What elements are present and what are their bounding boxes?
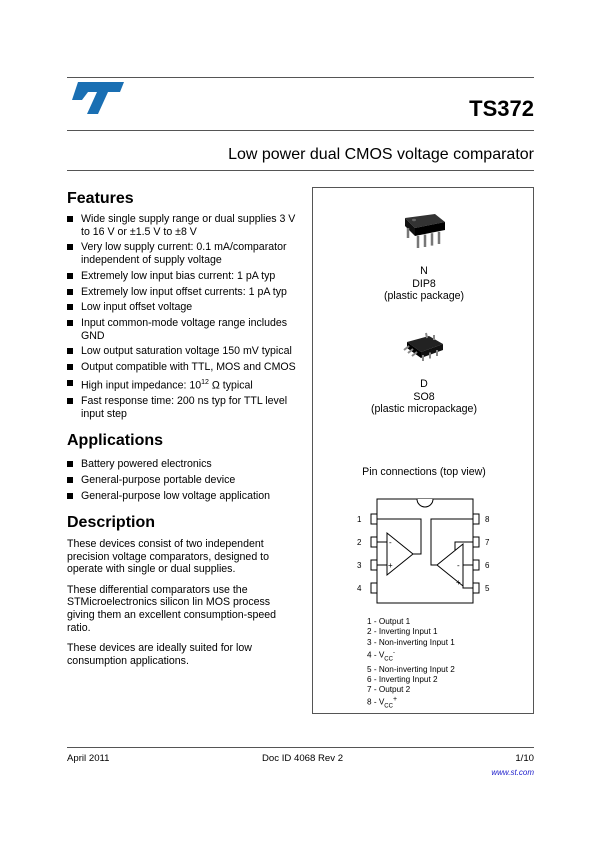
feature-item: Low input offset voltage	[67, 301, 307, 314]
so8-desc: (plastic micropackage)	[371, 403, 477, 416]
so8-name: SO8	[413, 390, 435, 403]
subtitle-rule	[67, 170, 534, 171]
feature-item: Fast response time: 200 ns typ for TTL level input step	[67, 395, 307, 420]
part-number: TS372	[469, 96, 534, 121]
pin-list-item: 1 - Output 1	[367, 617, 411, 626]
st-logo	[68, 80, 126, 116]
pin-number: 5	[485, 584, 490, 593]
application-item: General-purpose portable device	[67, 474, 307, 487]
dip8-desc: (plastic package)	[383, 290, 465, 303]
pin-connection-diagram	[353, 495, 497, 611]
pin-number: 3	[357, 561, 362, 570]
pin-list-item: 7 - Output 2	[367, 685, 411, 695]
description-heading: Description	[67, 514, 156, 531]
so8-code: D	[420, 378, 428, 390]
feature-item: Low output saturation voltage 150 mV typical	[67, 345, 307, 358]
feature-item: Extremely low input offset currents: 1 pA typ	[67, 286, 307, 299]
application-item: Battery powered electronics	[67, 458, 307, 471]
document-subtitle: Low power dual CMOS voltage comparator	[228, 146, 534, 163]
header-rule	[67, 77, 534, 78]
pin-list-item: 5 - Non-inverting Input 2	[367, 664, 455, 674]
title-rule	[67, 130, 534, 131]
comparator-2-plus: +	[456, 578, 461, 587]
application-item: General-purpose low voltage application	[67, 490, 307, 503]
pin-list-item: 6 - Inverting Input 2	[367, 674, 438, 684]
pin-list-item: 3 - Non-inverting Input 1	[367, 637, 455, 647]
feature-item-impedance: High input impedance: $10^{12}$ Ω typical	[67, 377, 307, 392]
feature-item: Output compatible with TTL, MOS and CMOS	[67, 361, 307, 374]
pin-list-item-vcc-minus: $4 - V_{CC}^-$	[367, 649, 395, 663]
pin-number: 7	[485, 538, 490, 547]
footer-page: 1/10	[515, 753, 534, 764]
pin-8	[473, 514, 479, 524]
pin-1	[371, 514, 377, 524]
comparator-1-minus: -	[389, 538, 392, 547]
comparator-1-plus: +	[388, 561, 393, 570]
feature-item: Wide single supply range or dual supplies 3 V to 16 V or ±1.5 V to ±8 V	[67, 213, 307, 238]
pin-number: 1	[357, 515, 362, 524]
pin-list-item: 2 - Inverting Input 1	[367, 627, 438, 637]
so8-label	[313, 378, 535, 416]
pin-list	[367, 617, 455, 712]
footer-doc-id: Doc ID 4068 Rev 2	[262, 753, 344, 764]
footer-url-link[interactable]: www.st.com	[491, 768, 534, 777]
so8-package-image	[401, 330, 447, 366]
dip8-name: DIP8	[412, 277, 436, 290]
pin-number: 2	[357, 538, 362, 547]
features-list	[67, 213, 307, 424]
footer-date: April 2011	[67, 753, 110, 764]
pin-connections-title: Pin connections (top view)	[362, 466, 486, 478]
pin-7	[473, 537, 479, 547]
description-body	[67, 538, 299, 675]
pin-list-item-vcc-plus: $8 - V_{CC}^+$	[367, 696, 398, 710]
features-heading: Features	[67, 190, 134, 207]
dip8-code: N	[420, 265, 428, 277]
footer-rule	[67, 747, 534, 748]
pin-5	[473, 583, 479, 593]
pin-4	[371, 583, 377, 593]
pin-number: 6	[485, 561, 490, 570]
chip-outline	[377, 499, 473, 603]
comparator-2-minus: -	[457, 561, 460, 570]
description-paragraph: These differential comparators use the STMicroelectronics silicon lin MOS process giving them an excellent consumption-speed ratio.	[67, 583, 277, 634]
pin-number: 8	[485, 515, 490, 524]
description-paragraph: These devices are ideally suited for low consumption applications.	[67, 642, 252, 667]
pin-number: 4	[357, 584, 362, 593]
feature-item: Extremely low input bias current: 1 pA typ	[67, 270, 307, 283]
pin-2	[371, 537, 377, 547]
feature-item: Very low supply current: 0.1 mA/comparator independent of supply voltage	[67, 241, 307, 266]
pin-6	[473, 560, 479, 570]
dip8-package-image	[401, 212, 447, 252]
feature-item: Input common-mode voltage range includes GND	[67, 317, 307, 342]
description-paragraph: These devices consist of two independent precision voltage comparators, designed to operate with single or dual supplies.	[67, 538, 269, 576]
package-box	[312, 187, 534, 714]
pin-3	[371, 560, 377, 570]
dip8-label	[313, 265, 535, 303]
applications-heading: Applications	[67, 432, 164, 449]
applications-list	[67, 458, 307, 505]
